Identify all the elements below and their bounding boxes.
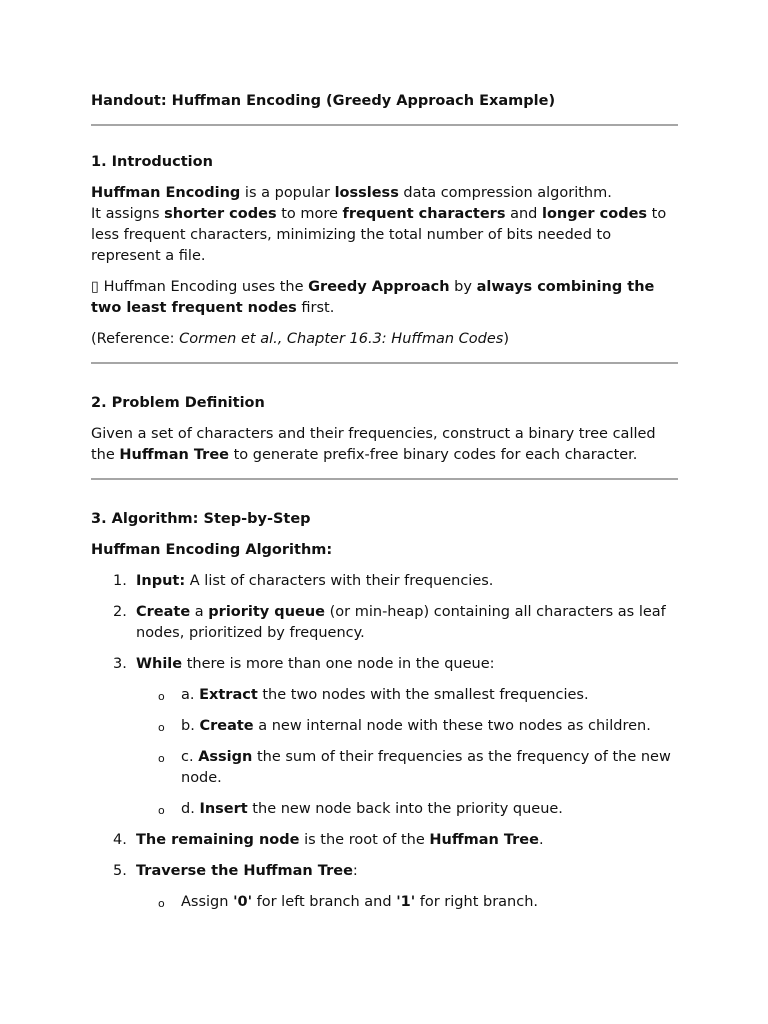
greedy-paragraph <box>91 277 679 319</box>
text-span: by <box>449 279 477 295</box>
text-span: the new node back into the priority queue. <box>247 801 563 817</box>
list-item-step-2 <box>91 602 679 644</box>
list-item-step-5 <box>91 861 679 882</box>
section-heading-algorithm: 3. Algorithm: Step-by-Step <box>91 511 311 527</box>
text-span: there is more than one node in the queue: <box>182 656 495 672</box>
text-span: It assigns <box>91 206 165 222</box>
text-span: to generate prefix-free binary codes for each character. <box>229 447 638 463</box>
text-span: b. <box>181 718 200 734</box>
list-item-step-1 <box>91 571 679 592</box>
step-number: 5. <box>113 863 127 879</box>
text-span: . <box>538 832 544 848</box>
bold-span: Assign <box>198 749 253 765</box>
text-span: and <box>505 206 542 222</box>
divider <box>91 362 678 364</box>
step-number: 3. <box>113 656 127 672</box>
term-huffman-encoding: Huffman Encoding <box>91 185 241 201</box>
text-span: for right branch. <box>415 894 539 910</box>
text-span: : <box>352 863 358 879</box>
bold-span: Extract <box>199 687 258 703</box>
term-frequent-characters: frequent characters <box>342 206 506 222</box>
term-lossless: lossless <box>334 185 399 201</box>
algorithm-steps-list <box>91 571 679 913</box>
document-title: Handout: Huffman Encoding (Greedy Approach Example) <box>91 93 556 109</box>
list-item-step-4 <box>91 830 679 851</box>
sub-item-3a <box>91 685 679 706</box>
text-span: for left branch and <box>252 894 397 910</box>
text-span: to more <box>276 206 343 222</box>
step-number: 4. <box>113 832 127 848</box>
bullet-icon: o <box>158 804 165 817</box>
text-span: c. <box>181 749 199 765</box>
bold-span: Input: <box>136 573 186 589</box>
text-span: a. <box>181 687 200 703</box>
algorithm-subheading: Huffman Encoding Algorithm: <box>91 542 333 558</box>
bold-span: '0' <box>233 894 253 910</box>
bold-span: The remaining node <box>136 832 300 848</box>
text-span: (or min-heap) containing all characters as leaf nodes, prioritized by frequency. <box>136 604 666 641</box>
bold-span: Traverse the Huffman Tree <box>136 863 353 879</box>
text-span: a new internal node with these two nodes as children. <box>253 718 651 734</box>
text-span: the two nodes with the smallest frequencies. <box>257 687 589 703</box>
bold-span: Create <box>136 604 191 620</box>
step-number: 1. <box>113 573 127 589</box>
text-span: Assign <box>181 894 234 910</box>
sub-item-3d <box>91 799 679 820</box>
bold-span: While <box>136 656 183 672</box>
text-span: a <box>190 604 209 620</box>
bold-span: '1' <box>396 894 416 910</box>
bullet-icon: o <box>158 897 165 910</box>
text-span: ) <box>503 331 510 347</box>
divider <box>91 478 678 480</box>
problem-paragraph <box>91 424 679 466</box>
term-huffman-tree: Huffman Tree <box>119 447 229 463</box>
bold-span: priority queue <box>208 604 326 620</box>
text-span: to less frequent characters, minimizing the total number of bits needed to represent a file. <box>91 206 667 264</box>
sub-item-3b <box>91 716 679 737</box>
sub-item-5a <box>91 892 679 913</box>
reference-paragraph <box>91 329 679 350</box>
text-span: data compression algorithm. <box>398 185 612 201</box>
bold-span: Create <box>199 718 254 734</box>
step-number: 2. <box>113 604 127 620</box>
sub-item-3c <box>91 747 679 789</box>
text-span: (Reference: <box>91 331 180 347</box>
bold-span: Huffman Tree <box>429 832 539 848</box>
text-span: the sum of their frequencies as the frequency of the new node. <box>181 749 671 786</box>
bullet-icon: o <box>158 752 165 765</box>
document-content <box>91 90 679 913</box>
bullet-icon: o <box>158 721 165 734</box>
text-span: Huffman Encoding uses the <box>98 279 309 295</box>
text-span: A list of characters with their frequencies. <box>185 573 494 589</box>
term-longer-codes: longer codes <box>541 206 648 222</box>
section-heading-problem-definition: 2. Problem Definition <box>91 395 265 411</box>
text-span: Given a set of characters and their frequencies, construct a binary tree called the <box>91 426 656 463</box>
text-span: is a popular <box>240 185 335 201</box>
bold-span: Insert <box>199 801 248 817</box>
term-greedy-approach: Greedy Approach <box>308 279 450 295</box>
text-span: d. <box>181 801 200 817</box>
reference-citation: Cormen et al., Chapter 16.3: Huffman Codes <box>179 331 504 347</box>
missing-glyph-icon: ▯ <box>91 279 99 295</box>
divider <box>91 124 678 126</box>
term-shorter-codes: shorter codes <box>164 206 277 222</box>
list-item-step-3 <box>91 654 679 675</box>
bullet-icon: o <box>158 690 165 703</box>
text-span: is the root of the <box>299 832 430 848</box>
term-combine-least-frequent: always combining the two least frequent nodes <box>91 279 655 316</box>
text-span: first. <box>296 300 335 316</box>
intro-paragraph <box>91 183 679 267</box>
section-heading-introduction: 1. Introduction <box>91 154 213 170</box>
